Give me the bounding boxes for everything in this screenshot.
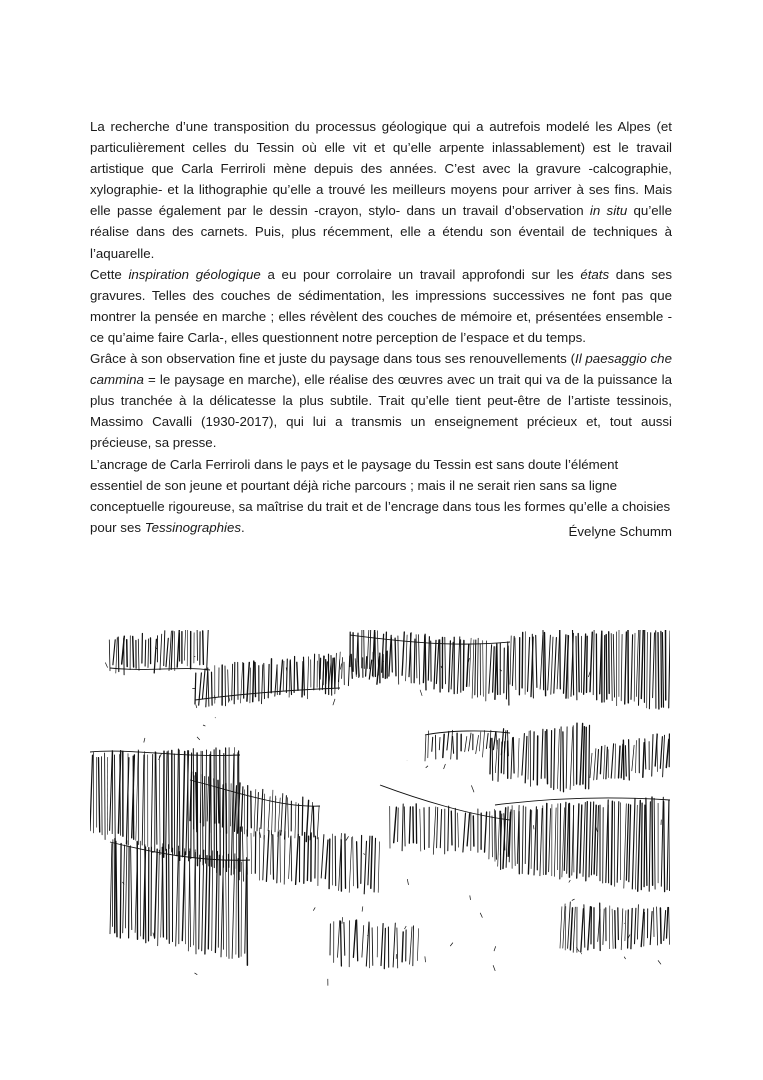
hatch-region — [590, 734, 669, 780]
hatch-region — [510, 630, 670, 709]
p4-italic: Tessinographies — [144, 519, 242, 535]
ink-mark — [407, 879, 408, 885]
hatch-region — [494, 797, 670, 892]
p1-italic: in situ — [589, 203, 628, 219]
ink-mark — [144, 738, 145, 743]
hatch-region — [195, 652, 340, 707]
ink-mark — [444, 764, 446, 769]
hatch-region — [490, 723, 590, 792]
ink-mark — [313, 907, 315, 910]
ink-mark — [450, 943, 453, 947]
p4-text: L’ancrage de Carla Ferriroli dans le pays et le paysage du Tessin est sans doute l’élément essentiel de son jeune et pourtant déjà riche parcours ; mais il ne serait rien sans sa ligne conceptuelle rigoureuse, sa maîtrise du trait et de l’encrage dans tous les formes qu’elle a choisies pour ses — [90, 456, 671, 535]
ink-mark — [480, 913, 482, 918]
ink-mark — [333, 699, 335, 705]
ink-mark — [105, 663, 107, 668]
p1-text2: qu’elle réalise dans des carnets. Puis, plus récemment, elle a étendu son éventail de techniques à l’aquarelle. — [90, 203, 672, 261]
ink-mark — [215, 717, 216, 718]
landscape-drawing — [90, 630, 670, 990]
ink-mark — [194, 656, 195, 657]
p3-text2: = le paysage en marche), elle réalise des œuvres avec un trait qui va de la puissance la plus tranchée à la délicatesse la plus subtile. Trait qu’elle tient peut-être de l’artiste tessinois, Massimo Cavalli (1930-2017), qui lui a transmis un enseignement précieux et, tout aussi précieuse, sa presse. — [90, 372, 672, 451]
ink-mark — [196, 705, 197, 708]
ink-mark — [533, 825, 534, 829]
paragraph-3 — [90, 348, 672, 453]
contour-stroke — [425, 731, 510, 735]
p2-text: Cette — [90, 266, 129, 282]
p1-text: La recherche d’une transposition du processus géologique qui a autrefois modelé les Alpes (et particulièrement celles du Tessin où elle vit et qu’elle arpente inlassablement) est le travail artistique que Carla Ferriroli mène depuis des années. C’est avec la gravure -calcographie, xylographie- et la lithographie qu’elle a trouvé les meilleurs moyens pour arriver à ses fins. Mais elle passe également par le dessin -crayon, stylo- dans un travail d’observation — [90, 119, 672, 219]
p2-text3: dans ses gravures. Telles des couches de sédimentation, les impressions successives ne font pas que montrer la pensée en marche ; elles révèlent des couches de mémoire et, présentées ensemble -ce qu’aime faire Carla-, elles questionnent notre perception de l’espace et du temps. — [90, 266, 673, 345]
hatch-region — [560, 902, 670, 952]
p3-text: Grâce à son observation fine et juste du paysage dans tous ses renouvellements ( — [90, 351, 575, 367]
ink-mark — [426, 766, 428, 768]
hatch-region — [425, 729, 508, 761]
ink-mark — [203, 725, 205, 726]
hatch-region — [109, 630, 208, 675]
ink-mark — [260, 832, 261, 838]
article-text — [90, 116, 672, 538]
hatch-region — [390, 804, 511, 859]
ink-mark — [494, 946, 496, 951]
hatch-region — [350, 630, 509, 705]
p2-italic-2: états — [580, 266, 610, 282]
ink-mark — [195, 973, 198, 975]
ink-mark — [362, 906, 363, 911]
ink-mark — [405, 926, 407, 929]
ink-mark — [441, 666, 442, 668]
ink-mark — [470, 895, 471, 900]
ink-mark — [425, 956, 426, 962]
ink-mark — [471, 785, 474, 792]
ink-mark — [624, 957, 625, 959]
author-signature: Évelyne Schumm — [568, 524, 672, 539]
ink-mark — [341, 664, 342, 670]
ink-mark — [346, 836, 349, 840]
paragraph-1 — [90, 116, 672, 264]
p4-text2: . — [241, 519, 245, 535]
p2-italic-1: inspiration géologique — [128, 266, 261, 282]
ink-mark — [572, 899, 575, 900]
ink-mark — [363, 854, 365, 855]
contour-stroke — [495, 798, 670, 805]
p3-italic: Il paesaggio che cammina — [90, 351, 672, 388]
contour-stroke — [195, 688, 340, 700]
ink-mark — [569, 880, 571, 882]
p2-text2: a eu pour corrolaire un travail approfondi sur les — [260, 266, 581, 282]
ink-mark — [367, 936, 368, 937]
ink-mark — [197, 737, 200, 740]
ink-mark — [493, 965, 495, 971]
paragraph-2 — [90, 264, 672, 348]
ink-mark — [342, 917, 343, 924]
ink-mark — [420, 690, 422, 696]
ink-mark — [658, 960, 661, 964]
